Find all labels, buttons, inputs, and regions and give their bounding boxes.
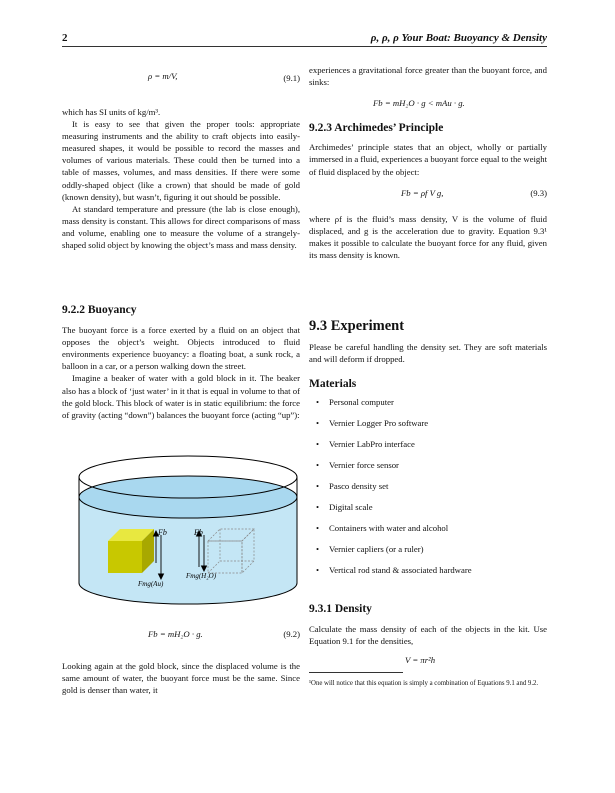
list-item: • Vertical rod stand & associated hardware — [309, 564, 547, 585]
list-item: • Vernier LabPro interface — [309, 438, 547, 459]
paragraph: where ρf is the fluid’s mass density, V is the volume of fluid displaced, and g is the acceleration due to gravity. Equation 9.3¹ makes it possible to calculate the buoyant force for any fluid, given its mass density is known. — [309, 213, 547, 260]
experiment-section — [309, 320, 547, 585]
paragraph: At standard temperature and pressure (the lab is close enough), mass density is constant. This allows for direct comparisons of mass and volume, enabling one to measure the volume of a strangely-shaped solid object by knowing the object’s mass and mass density. — [62, 203, 300, 251]
paragraph: Looking again at the gold block, since the displaced volume is the same amount of water, the buoyant force must be the same. Since gold is denser than water, it — [62, 661, 300, 696]
paragraph: The buoyant force is a force exerted by a fluid on an object that opposes the object’s weight. Objects introduced to fluid environments experience buoyancy: a floating boat, a sunk rock, a balloon in a car, or a person walking down the street. — [62, 325, 300, 372]
materials-heading: Materials — [309, 378, 357, 391]
equation-9-2-text: Fb = mH₂O · g. — [148, 629, 203, 639]
fb-label-gold: Fb — [158, 528, 167, 537]
equation-9-2-number: (9.2) — [283, 629, 300, 639]
volume-equation: V = πr²h — [405, 655, 436, 666]
beaker-figure — [72, 455, 304, 610]
paragraph: Archimedes’ principle states that an object, wholly or partially immersed in a fluid, experiences a buoyant force equal to the weight of fluid displaced by the object: — [309, 142, 547, 177]
equation-9-1 — [62, 66, 300, 90]
left-column-end — [62, 660, 300, 696]
paragraph: Calculate the mass density of each of the objects in the kit. Use Equation 9.1 for the densities, — [309, 624, 547, 647]
list-item: • Containers with water and alcohol — [309, 522, 547, 543]
fmg-au-label: Fmg(Au) — [138, 580, 164, 588]
list-item: • Digital scale — [309, 501, 547, 522]
fmg-h2o-label: Fmg(H₂O) — [186, 572, 217, 580]
equation-9-3-number: (9.3) — [530, 187, 547, 198]
section-heading-9-3: 9.3 Experiment — [309, 318, 405, 334]
list-item: • Pasco density set — [309, 480, 547, 501]
equation-9-1-number: (9.1) — [283, 73, 300, 83]
section-heading-9-3-1: 9.3.1 Density — [309, 603, 372, 615]
fb-label-water: Fb — [194, 528, 203, 537]
si-units-text: which has SI units of kg/m³. — [62, 107, 161, 117]
left-column-buoyancy — [62, 304, 300, 421]
water-surface — [79, 476, 297, 518]
footnote: ¹One will notice that this equation is simply a combination of Equations 9.1 and 9.2. — [309, 680, 539, 687]
paragraph: experiences a gravitational force greater than the buoyant force, and sinks: — [309, 65, 547, 88]
left-column — [62, 66, 300, 251]
equation-9-2 — [62, 628, 300, 642]
materials-list — [309, 396, 547, 585]
list-item: • Vernier capliers (or a ruler) — [309, 543, 547, 564]
density-section — [309, 603, 547, 666]
header-rule — [62, 46, 547, 47]
gold-block — [108, 529, 154, 573]
paragraph: Please be careful handling the density set. They are soft materials and will deform if dropped. — [309, 342, 547, 365]
running-title: ρ, ρ, ρ Your Boat: Buoyancy & Density — [370, 32, 547, 44]
right-column — [309, 64, 547, 261]
equation-9-3 — [309, 187, 547, 201]
list-item: • Personal computer — [309, 396, 547, 417]
list-item: • Vernier force sensor — [309, 459, 547, 480]
section-heading-9-2-3: 9.2.3 Archimedes’ Principle — [309, 122, 444, 135]
equation-9-1-text: ρ = m/V, — [148, 71, 178, 81]
equation-9-3-text: Fb = ρf V g, — [401, 187, 444, 198]
list-item: • Vernier Logger Pro software — [309, 417, 547, 438]
section-heading-9-2-2: 9.2.2 Buoyancy — [62, 304, 137, 316]
paragraph: Imagine a beaker of water with a gold block in it. The beaker also has a block of ‘just water’ in it that is equal in volume to that of the gold block. This block of water is in static equilibrium: the force of gravity (acting “down”) balances the buoyant force (acting “up”): — [62, 373, 300, 420]
page-number: 2 — [62, 32, 68, 44]
inequality: Fb = mH₂O · g < mAu · g. — [373, 98, 465, 109]
footnote-rule — [309, 672, 403, 673]
paragraph: It is easy to see that given the proper tools: appropriate measuring instruments and the ability to craft objects into easily-measured shapes, it would be possible to record the masses and volumes of various materials. These could then be turned into a table of masses, volumes, and mass densities. If there were some oddly-shaped object (like a crown) that should be made of gold (known density), but wasn’t, figuring it out should be possible. — [62, 119, 300, 202]
